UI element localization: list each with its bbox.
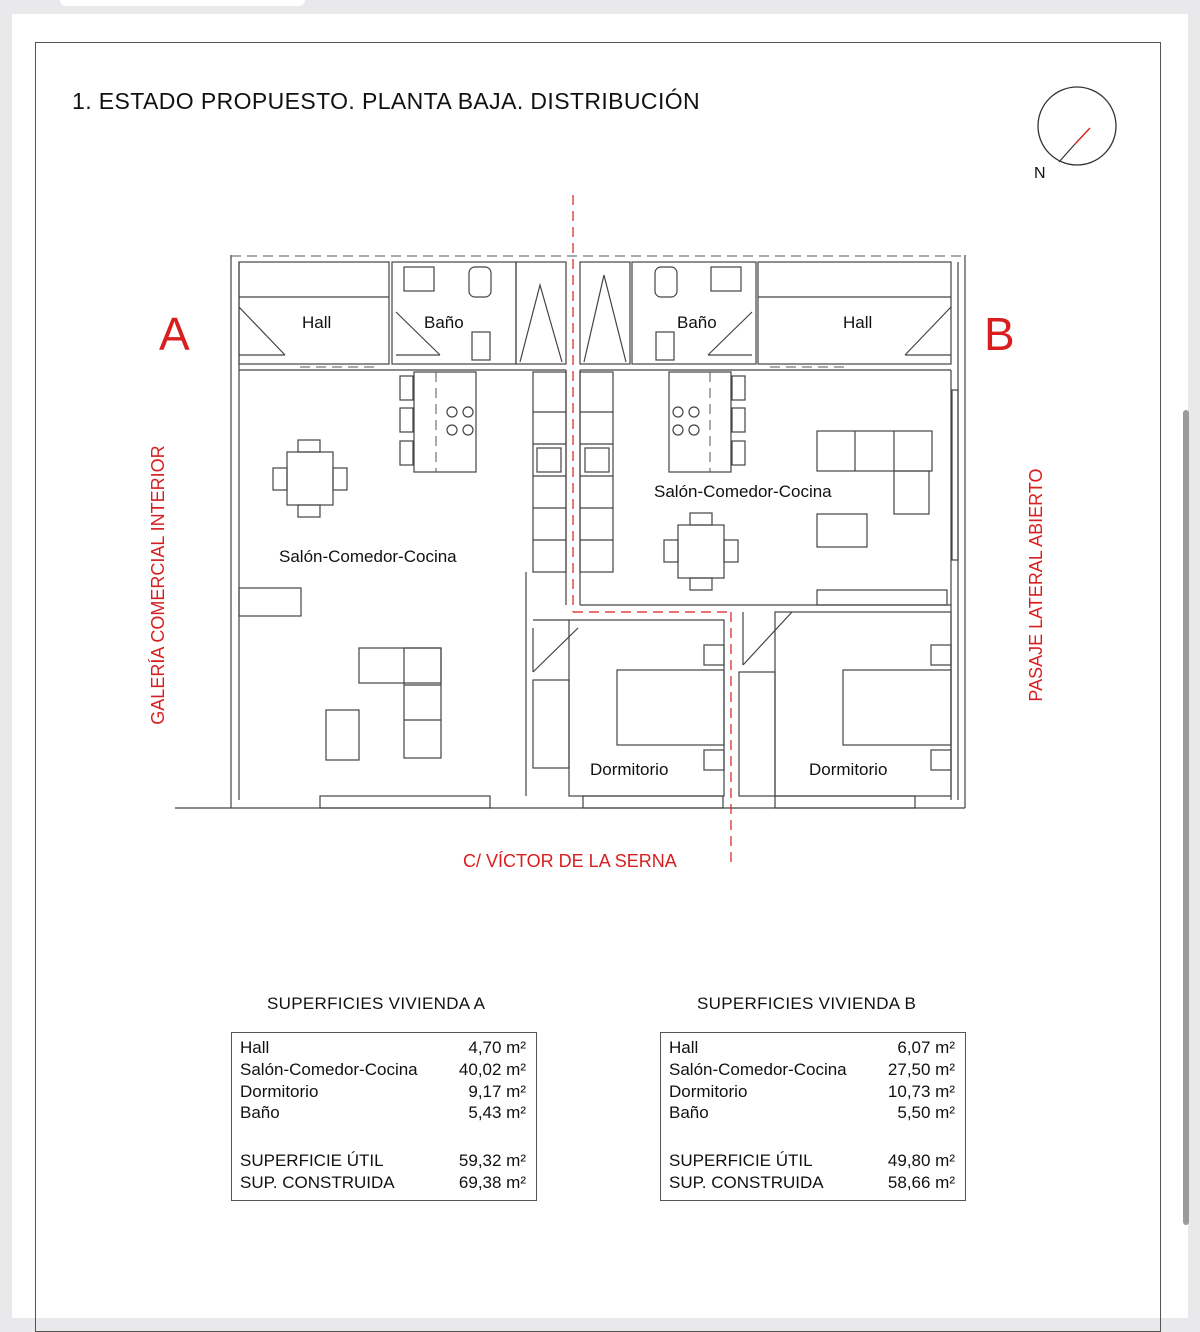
room-label-dormitorio-a: Dormitorio — [590, 760, 669, 779]
table-title-a: SUPERFICIES VIVIENDA A — [267, 994, 486, 1013]
side-label-right: PASAJE LATERAL ABIERTO — [1026, 468, 1046, 702]
table-title-b: SUPERFICIES VIVIENDA B — [697, 994, 917, 1013]
table-row: Hall 6,07 m² — [669, 1038, 955, 1057]
table-row: Baño 5,43 m² — [240, 1103, 526, 1122]
room-label-dormitorio-b: Dormitorio — [809, 760, 888, 779]
room-label-bano-b: Baño — [677, 313, 717, 332]
table-row: Salón-Comedor-Cocina 27,50 m² — [669, 1060, 955, 1079]
table-row-total: SUPERFICIE ÚTIL 49,80 m² — [669, 1151, 955, 1170]
north-label: N — [1034, 165, 1046, 182]
table-row: Salón-Comedor-Cocina 40,02 m² — [240, 1060, 526, 1079]
room-label-hall-a: Hall — [302, 313, 332, 332]
side-label-bottom: C/ VÍCTOR DE LA SERNA — [463, 851, 677, 871]
surface-table-a — [231, 1032, 537, 1201]
side-label-left: GALERÍA COMERCIAL INTERIOR — [148, 445, 168, 725]
room-label-bano-a: Baño — [424, 313, 464, 332]
table-row: Dormitorio 10,73 m² — [669, 1082, 955, 1101]
table-row-total: SUP. CONSTRUIDA 58,66 m² — [669, 1173, 955, 1192]
table-row: Dormitorio 9,17 m² — [240, 1082, 526, 1101]
table-row: Baño 5,50 m² — [669, 1103, 955, 1122]
drawing-title: 1. ESTADO PROPUESTO. PLANTA BAJA. DISTRIBUCIÓN — [72, 88, 701, 114]
table-row-total: SUP. CONSTRUIDA 69,38 m² — [240, 1173, 526, 1192]
unit-label-a: A — [159, 308, 190, 360]
room-label-hall-b: Hall — [843, 313, 873, 332]
table-row-total: SUPERFICIE ÚTIL 59,32 m² — [240, 1151, 526, 1170]
unit-label-b: B — [984, 308, 1015, 360]
surface-table-b — [660, 1032, 966, 1201]
room-label-salon-a: Salón-Comedor-Cocina — [279, 547, 457, 566]
table-row: Hall 4,70 m² — [240, 1038, 526, 1057]
room-label-salon-b: Salón-Comedor-Cocina — [654, 482, 832, 501]
